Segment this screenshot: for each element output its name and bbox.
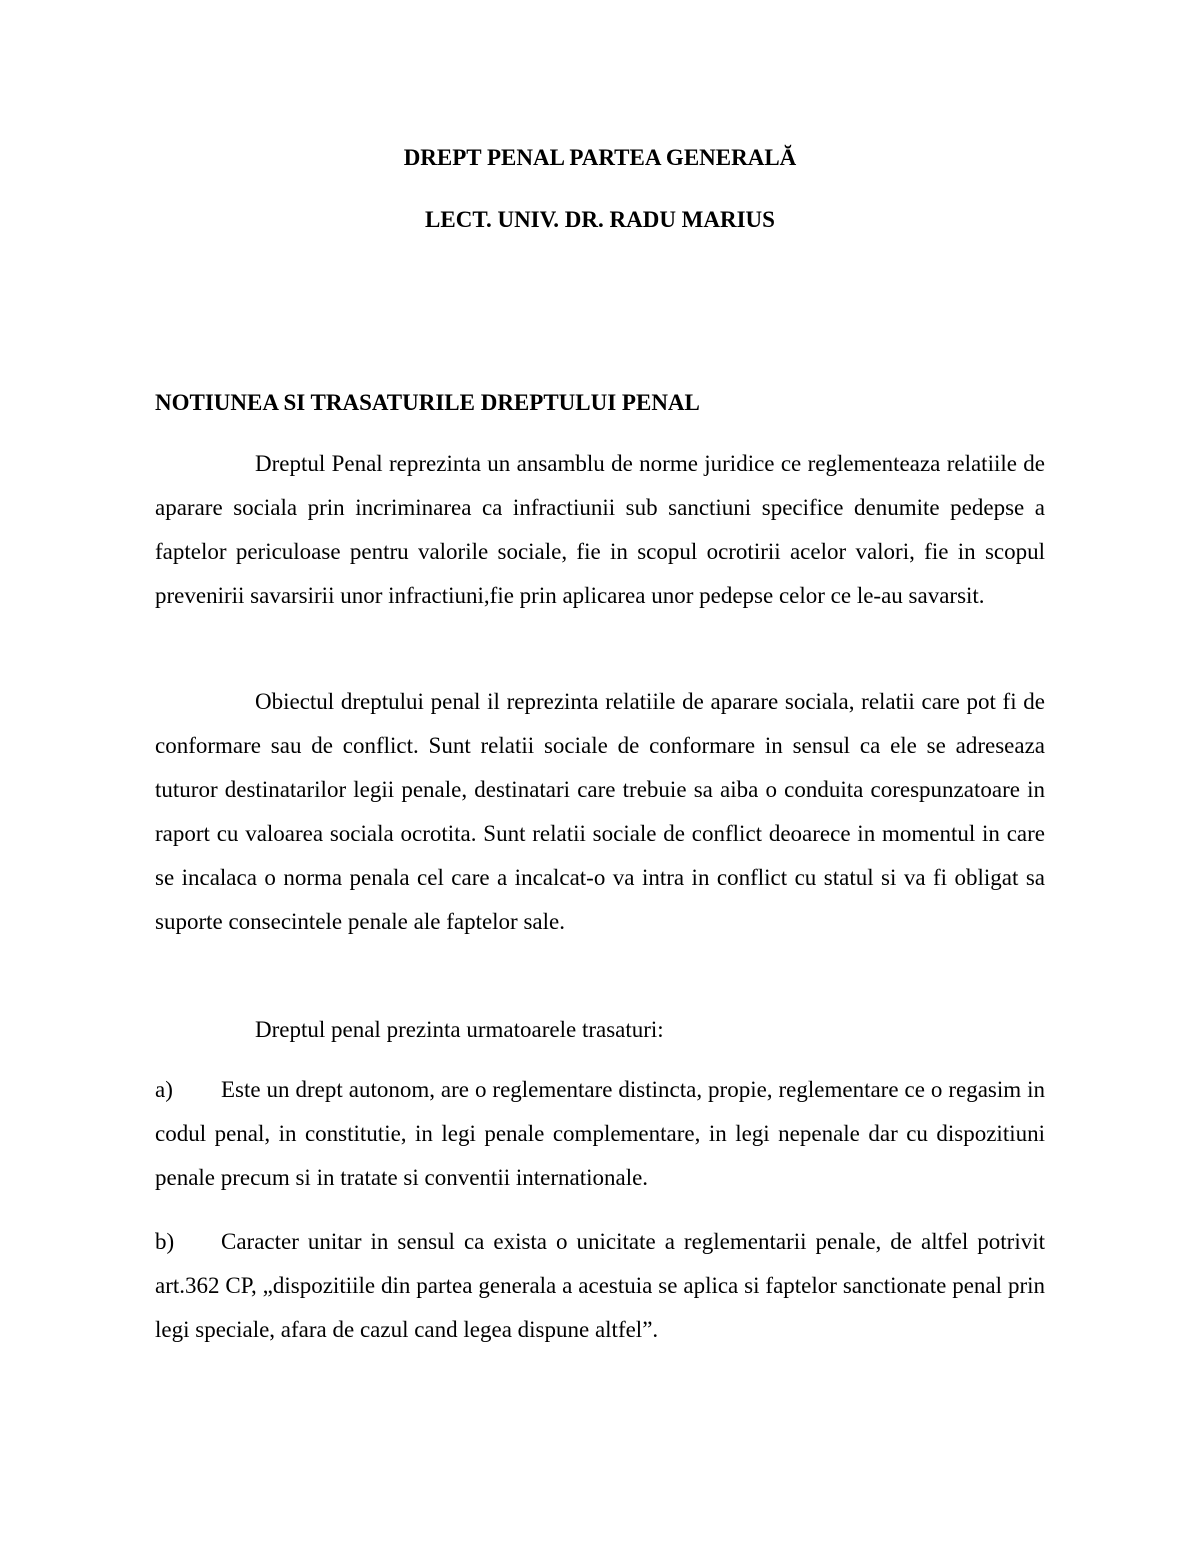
list-item-text: Caracter unitar in sensul ca exista o unicitate a reglementarii penale, de altfel potrivit art.362 CP, „dispozitiile din partea generala a acestuia se aplica si faptelor sanctionate penal prin legi speciale, afara de cazul cand legea dispune altfel”. [155,1229,1045,1342]
list-marker: a) [155,1077,173,1102]
paragraph-object: Obiectul dreptului penal il reprezinta relatiile de aparare sociala, relatii care pot fi de conformare sau de conflict. Sunt relatii sociale de conformare in sensul ca ele se adreseaza tuturor destinatarilor legii penale, destinatari care trebuie sa aiba o conduita corespunzatoare in raport cu valoarea sociala ocrotita. Sunt relatii sociale de conflict deoarece in momentul in care se incalaca o norma penala cel care a incalcat-o va intra in conflict cu statul si va fi obligat sa suporte consecintele penale ale faptelor sale. [155,689,1045,934]
list-marker: b) [155,1229,175,1254]
document-title: DREPT PENAL PARTEA GENERALĂ [403,145,797,170]
list-item [155,1068,1045,1200]
document-author: LECT. UNIV. DR. RADU MARIUS [425,207,775,232]
section-heading: NOTIUNEA SI TRASATURILE DREPTULUI PENAL [155,390,700,415]
list-item-text: Este un drept autonom, are o reglementare distincta, propie, reglementare ce o regasim in codul penal, in constitutie, in legi penale complementare, in legi nepenale dar cu dispozitiuni penale precum si in tratate si conventii internationale. [155,1077,1045,1190]
paragraph-features-intro: Dreptul penal prezinta urmatoarele trasaturi: [255,1017,664,1042]
list-item [155,1220,1045,1352]
paragraph-definition: Dreptul Penal reprezinta un ansamblu de norme juridice ce reglementeaza relatiile de aparare sociala prin incriminarea ca infractiunii sub sanctiuni specifice denumite pedepse a faptelor periculoase pentru valorile sociale, fie in scopul ocrotirii acelor valori, fie in scopul prevenirii savarsirii unor infractiuni,fie prin aplicarea unor pedepse celor ce le-au savarsit. [155,451,1045,608]
